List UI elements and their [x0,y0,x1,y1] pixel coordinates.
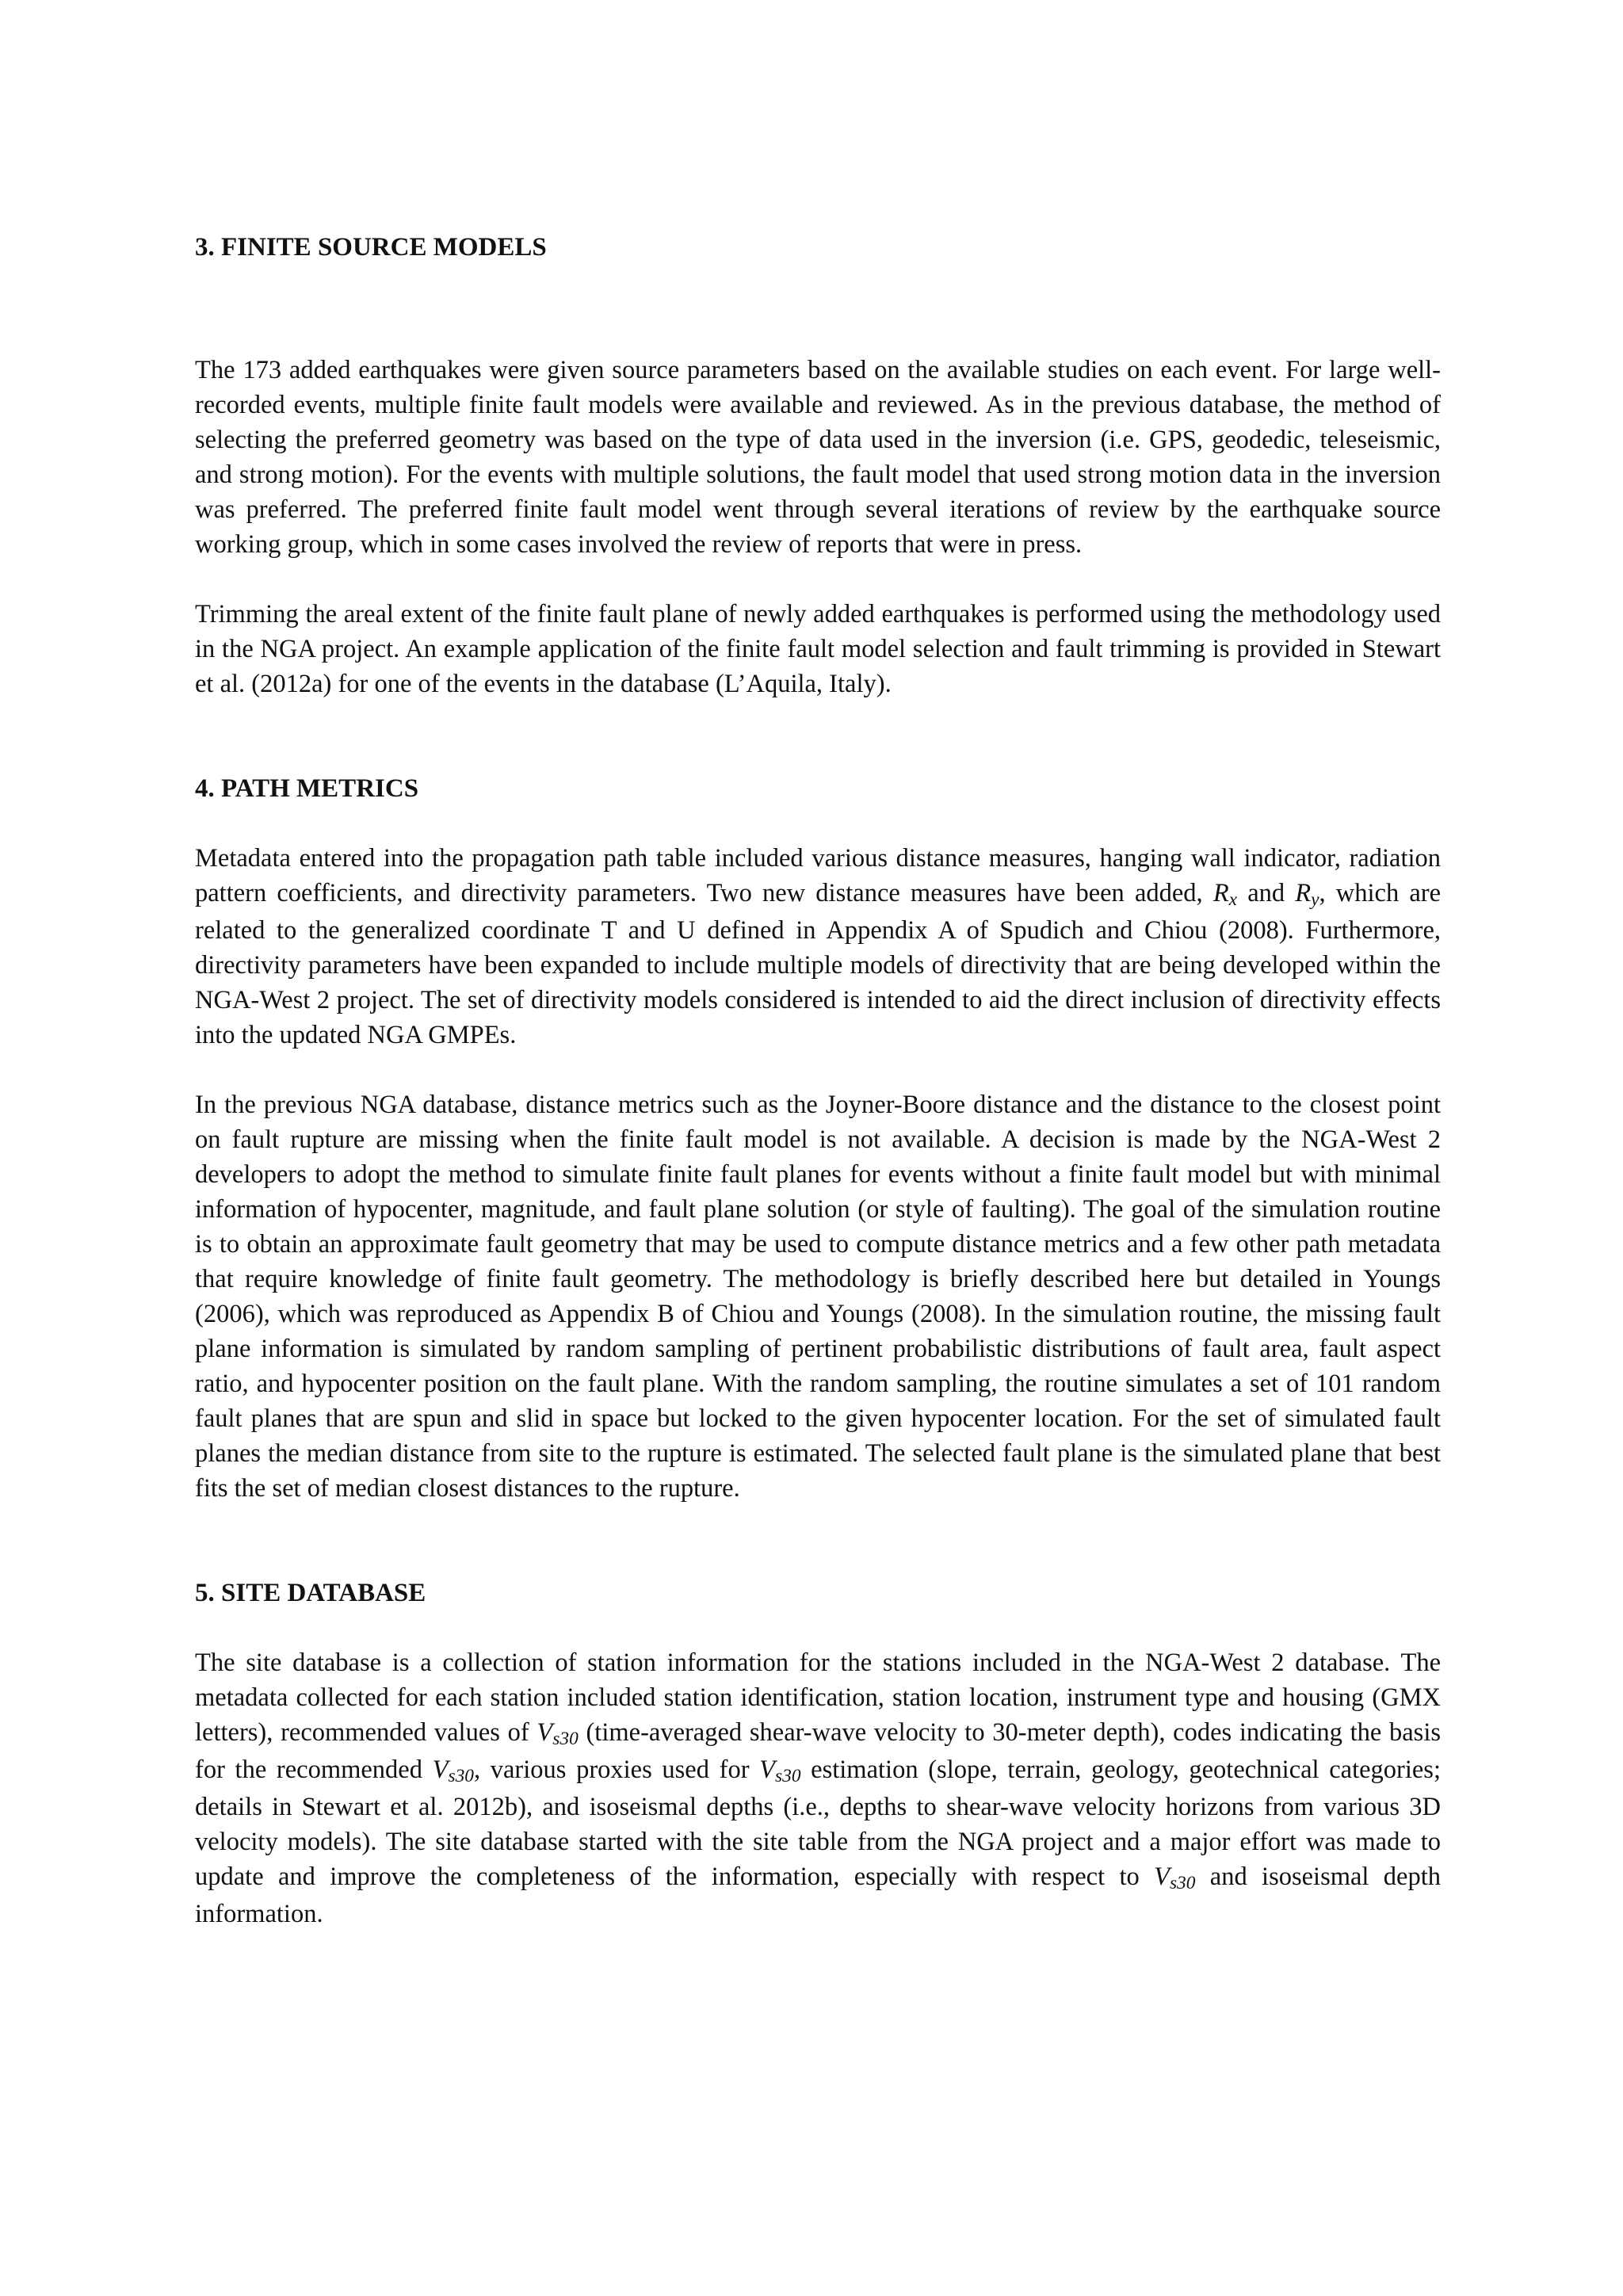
math-subscript: y [1311,889,1319,911]
text-segment: and [1237,879,1296,907]
math-subscript: s30 [775,1766,801,1787]
math-subscript: x [1228,889,1238,911]
math-symbol: R [1212,879,1229,907]
text-segment: estimation (slope, terrain, geology, geotechnical categories; details in Stewart et al. 2012b), and isoseismal depths (i.e., depths to shear-wave velocity horizons from various 3D velocity models). The site database started with the site table from the NGA project and a major effort was made to update and improve the completeness of the information, especially with respect to [195,1755,1441,1891]
math-subscript: s30 [1169,1873,1196,1894]
section-heading-finite-source-models: 3. FINITE SOURCE MODELS [195,233,547,262]
paragraph: Trimming the areal extent of the finite fault plane of newly added earthquakes is performed using the methodology used in the NGA project. An example application of the finite fault model selection and fault trimming is provided in Stewart et al. (2012a) for one of the events in the database (L’Aquila, Italy). [195,600,1441,698]
math-symbol: V [759,1755,776,1784]
math-symbol: R [1295,879,1312,907]
section-heading-path-metrics: 4. PATH METRICS [195,774,419,803]
paragraph: The 173 added earthquakes were given source parameters based on the available studies on each event. For large well-recorded events, multiple finite fault models were available and reviewed. As in the previous database, the method of selecting the preferred geometry was based on the type of data used in the inversion (i.e. GPS, geodedic, teleseismic, and strong motion). For the events with multiple solutions, the fault model that used strong motion data in the inversion was preferred. The preferred finite fault model went through several iterations of review by the earthquake source working group, which in some cases involved the review of reports that were in press. [195,356,1441,559]
paragraph [195,1645,1441,1931]
math-symbol: V [1154,1862,1170,1891]
text-segment: Metadata entered into the propagation path table included various distance measures, hanging wall indicator, radiation pattern coefficients, and directivity parameters. Two new distance measures have been added, [195,844,1441,907]
math-subscript: s30 [552,1729,579,1750]
math-symbol: V [537,1718,553,1747]
text-segment: , which are related to the generalized coordinate T and U defined in Appendix A of Spudich and Chiou (2008). Furthermore, directivity parameters have been expanded to include multiple models of directivity that are being developed within the NGA-West 2 project. The set of directivity models considered is intended to aid the direct inclusion of directivity effects into the updated NGA GMPEs. [195,879,1442,1049]
section-heading-site-database: 5. SITE DATABASE [195,1579,426,1607]
text-segment: , various proxies used for [473,1755,760,1784]
text-segment: The site database is a collection of station information for the stations included in the NGA-West 2 database. The metadata collected for each station included station identification, station location, instrument type and housing (GMX letters), recommended values of [195,1648,1441,1747]
text-segment: (time-averaged shear-wave velocity to 30-meter depth), codes indicating the basis for the recommended [195,1718,1441,1784]
paragraph [195,841,1441,1052]
paragraph: In the previous NGA database, distance metrics such as the Joyner-Boore distance and the distance to the closest point on fault rupture are missing when the finite fault model is not available. A decision is made by the NGA-West 2 developers to adopt the method to simulate finite fault planes for events without a finite fault model but with minimal information of hypocenter, magnitude, and fault plane solution (or style of faulting). The goal of the simulation routine is to obtain an approximate fault geometry that may be used to compute distance metrics and a few other path metadata that require knowledge of finite fault geometry. The methodology is briefly described here but detailed in Youngs (2006), which was reproduced as Appendix B of Chiou and Youngs (2008). In the simulation routine, the missing fault plane information is simulated by random sampling of pertinent probabilistic distributions of fault area, fault aspect ratio, and hypocenter position on the fault plane. With the random sampling, the routine simulates a set of 101 random fault planes that are spun and slid in space but locked to the given hypocenter location. For the set of simulated fault planes the median distance from site to the rupture is estimated. The selected fault plane is the simulated plane that best fits the set of median closest distances to the rupture. [195,1091,1441,1503]
math-symbol: V [432,1755,449,1784]
math-subscript: s30 [448,1766,474,1787]
document-page [195,219,1441,1931]
text-segment: and isoseismal depth information. [195,1862,1441,1928]
